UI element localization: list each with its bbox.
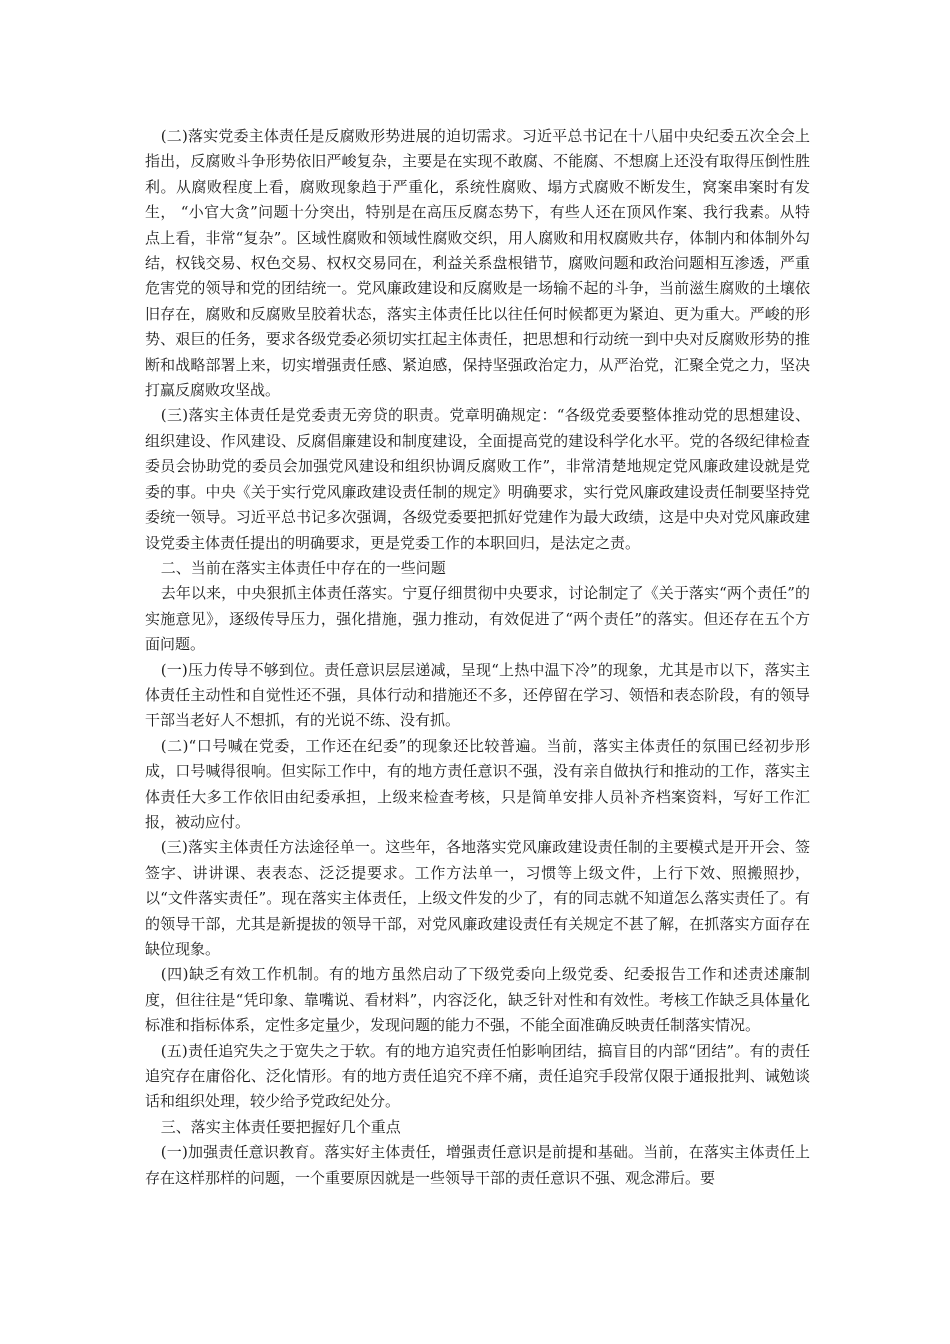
paragraph-problem-4: (四)缺乏有效工作机制。有的地方虽然启动了下级党委向上级党委、纪委报告工作和述责述廉制度，但往往是“凭印象、靠嘴说、看材料”，内容泛化，缺乏针对性和有效性。考核工作缺乏具体量化标准和指标体系，定性多定量少，发现问题的能力不强，不能全面准确反映责任制落实情况。 — [145, 965, 810, 1035]
paragraph-problem-2: (二)“口号喊在党委，工作还在纪委”的现象还比较普遍。当前，落实主体责任的氛围已经初步形成，口号喊得很响。但实际工作中，有的地方责任意识不强，没有亲自做执行和推动的工作，落实主体责任大多工作依旧由纪委承担，上级来检查考核，只是简单安排人员补齐档案资料，写好工作汇报，被动应付。 — [145, 736, 810, 831]
document-body — [145, 124, 810, 1191]
paragraph-problem-1: (一)压力传导不够到位。责任意识层层递减，呈现“上热中温下冷”的现象，尤其是市以下，落实主体责任主动性和自觉性还不强，具体行动和措施还不多，还停留在学习、领悟和表态阶段，有的领导干部当老好人不想抓，有的光说不练、没有抓。 — [145, 660, 810, 730]
paragraph-3: (三)落实主体责任是党委责无旁贷的职责。党章明确规定：“各级党委要整体推动党的思想建设、组织建设、作风建设、反腐倡廉建设和制度建设，全面提高党的建设科学化水平。党的各级纪律检查委员会协助党的委员会加强党风建设和组织协调反腐败工作”，非常清楚地规定党风廉政建设就是党委的事。中央《关于实行党风廉政建设责任制的规定》明确要求，实行党风廉政建设责任制要坚持党委统一领导。习近平总书记多次强调，各级党委要把抓好党建作为最大政绩，这是中央对党风廉政建设党委主体责任提出的明确要求，更是党委工作的本职回归，是法定之责。 — [145, 406, 810, 552]
section-heading-3: 三、落实主体责任要把握好几个重点 — [160, 1117, 401, 1136]
paragraph-problem-3: (三)落实主体责任方法途径单一。这些年，各地落实党风廉政建设责任制的主要模式是开开会、签签字、讲讲课、表表态、泛泛提要求。工作方法单一，习惯等上级文件，上行下效、照搬照抄，以“文件落实责任”。现在落实主体责任，上级文件发的少了，有的同志就不知道怎么落实责任了。有的领导干部，尤其是新提拔的领导干部，对党风廉政建设责任有关规定不甚了解，在抓落实方面存在缺位现象。 — [145, 838, 810, 958]
paragraph-focus-1: (一)加强责任意识教育。落实好主体责任，增强责任意识是前提和基础。当前，在落实主体责任上存在这样那样的问题，一个重要原因就是一些领导干部的责任意识不强、观念滞后。要 — [145, 1143, 810, 1187]
paragraph-intro: 去年以来，中央狠抓主体责任落实。宁夏仔细贯彻中央要求，讨论制定了《关于落实“两个责任”的实施意见》，逐级传导压力，强化措施，强力推动，有效促进了“两个责任”的落实。但还存在五个方面问题。 — [145, 584, 810, 654]
section-heading-2: 二、当前在落实主体责任中存在的一些问题 — [160, 558, 446, 577]
paragraph-2: (二)落实党委主体责任是反腐败形势进展的迫切需求。习近平总书记在十八届中央纪委五次全会上指出，反腐败斗争形势依旧严峻复杂，主要是在实现不敢腐、不能腐、不想腐上还没有取得压倒性胜利。从腐败程度上看，腐败现象趋于严重化，系统性腐败、塌方式腐败不断发生，窝案串案时有发生， “小官大贪”问题十分突出，特别是在高压反腐态势下，有些人还在顶风作案、我行我素。从特点上看，非常“复杂”。区域性腐败和领域性腐败交织，用人腐败和用权腐败共存，体制内和体制外勾结，权钱交易、权色交易、权权交易同在，利益关系盘根错节，腐败问题和政治问题相互渗透，严重危害党的领导和党的团结统一。党风廉政建设和反腐败是一场输不起的斗争，当前滋生腐败的土壤依旧存在，腐败和反腐败呈胶着状态，落实主体责任比以往任何时候都更为紧迫、更为重大。严峻的形势、艰巨的任务，要求各级党委必须切实扛起主体责任，把思想和行动统一到中央对反腐败形势的推断和战略部署上来，切实增强责任感、紧迫感，保持坚强政治定力，从严治党，汇聚全党之力，坚决打赢反腐败攻坚战。 — [145, 127, 810, 400]
paragraph-problem-5: (五)责任追究失之于宽失之于软。有的地方追究责任怕影响团结，搞盲目的内部“团结”。有的责任追究存在庸俗化、泛化情形。有的地方责任追究不痒不痛，责任追究手段常仅限于通报批判、诫勉谈话和组织处理，较少给予党政纪处分。 — [145, 1041, 810, 1111]
